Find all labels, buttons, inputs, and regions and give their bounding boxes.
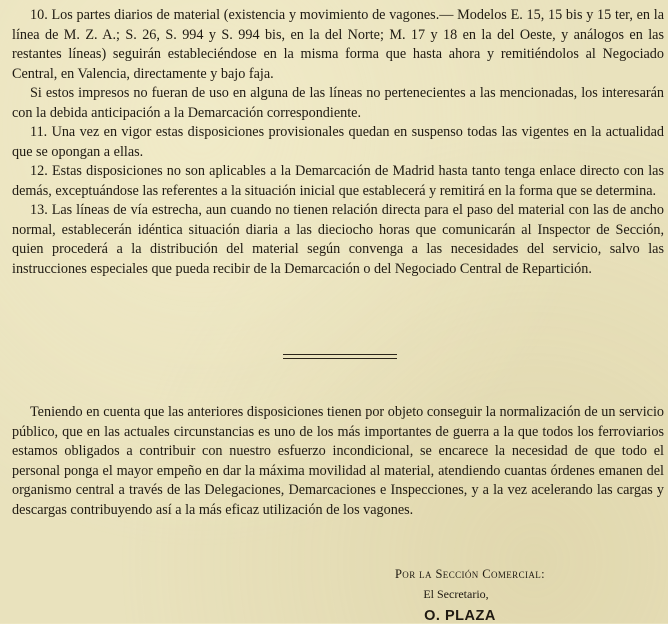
provision-10-note: Si estos impresos no fueran de uso en alguna de las líneas no pertenecientes a las mencionadas, los interesarán con la debida anticipación a la Demarcación correspondiente.: [12, 85, 664, 121]
section-divider-rule: [283, 354, 397, 355]
signature-role: El Secretario,: [423, 587, 489, 601]
provision-12: 12. Estas disposiciones no son aplicables a la Demarcación de Madrid hasta tanto tenga enlace directo con las demás, exceptuándose las referentes a la situación inicial que establecerá y remitirá en la forma que se determina.: [12, 163, 664, 199]
signature-section: Por la Sección Comercial:: [394, 567, 546, 581]
signature-block: [350, 566, 590, 624]
section-divider-rule-second: [283, 358, 397, 359]
provision-13: 13. Las líneas de vía estrecha, aun cuando no tienen relación directa para el paso del material con las de ancho normal, establecerán idéntica situación diaria a las dieciocho horas que comunicarán al Inspector de Sección, quien procederá a la distribución del material según convenga a las necesidades del servicio, salvo las instrucciones especiales que pueda recibir de la Demarcación o del Negociado Central de Repartición.: [12, 202, 664, 277]
closing-paragraph: Teniendo en cuenta que las anteriores disposiciones tienen por objeto conseguir la normalización de un servicio público, que en las actuales circunstancias es uno de los más importantes de guerra a la que todos los ferroviarios estamos obligados a contribuir con nuestro esfuerzo incondicional, se encarece la necesidad de que todo el personal ponga el mayor empeño en dar la máxima movilidad al material, atendiendo cuantas órdenes emanen del organismo central a través de las Delegaciones, Demarcaciones e Inspecciones, y a la vez acelerando las cargas y descargas contribuyendo así a la más eficaz utilización de los vagones.: [12, 404, 664, 518]
provision-10: 10. Los partes diarios de material (existencia y movimiento de vagones.— Modelos E. 15, 15 bis y 15 ter, en la línea de M. Z. A.; S. 26, S. 994 y S. 994 bis, en la del Norte; M. 17 y 18 en la del Oeste, y análogos en las restantes líneas) seguirán estableciéndose en la misma forma que hasta ahora y remitiéndolos al Negociado Central, en Valencia, directamente y bajo faja.: [12, 7, 664, 82]
provisions-list: [12, 6, 664, 279]
provision-11: 11. Una vez en vigor estas disposiciones provisionales quedan en suspenso todas las vigentes en la actualidad que se opongan a ellas.: [12, 124, 664, 160]
signature-name: O. PLAZA: [424, 608, 496, 624]
closing-statement: [12, 403, 664, 520]
